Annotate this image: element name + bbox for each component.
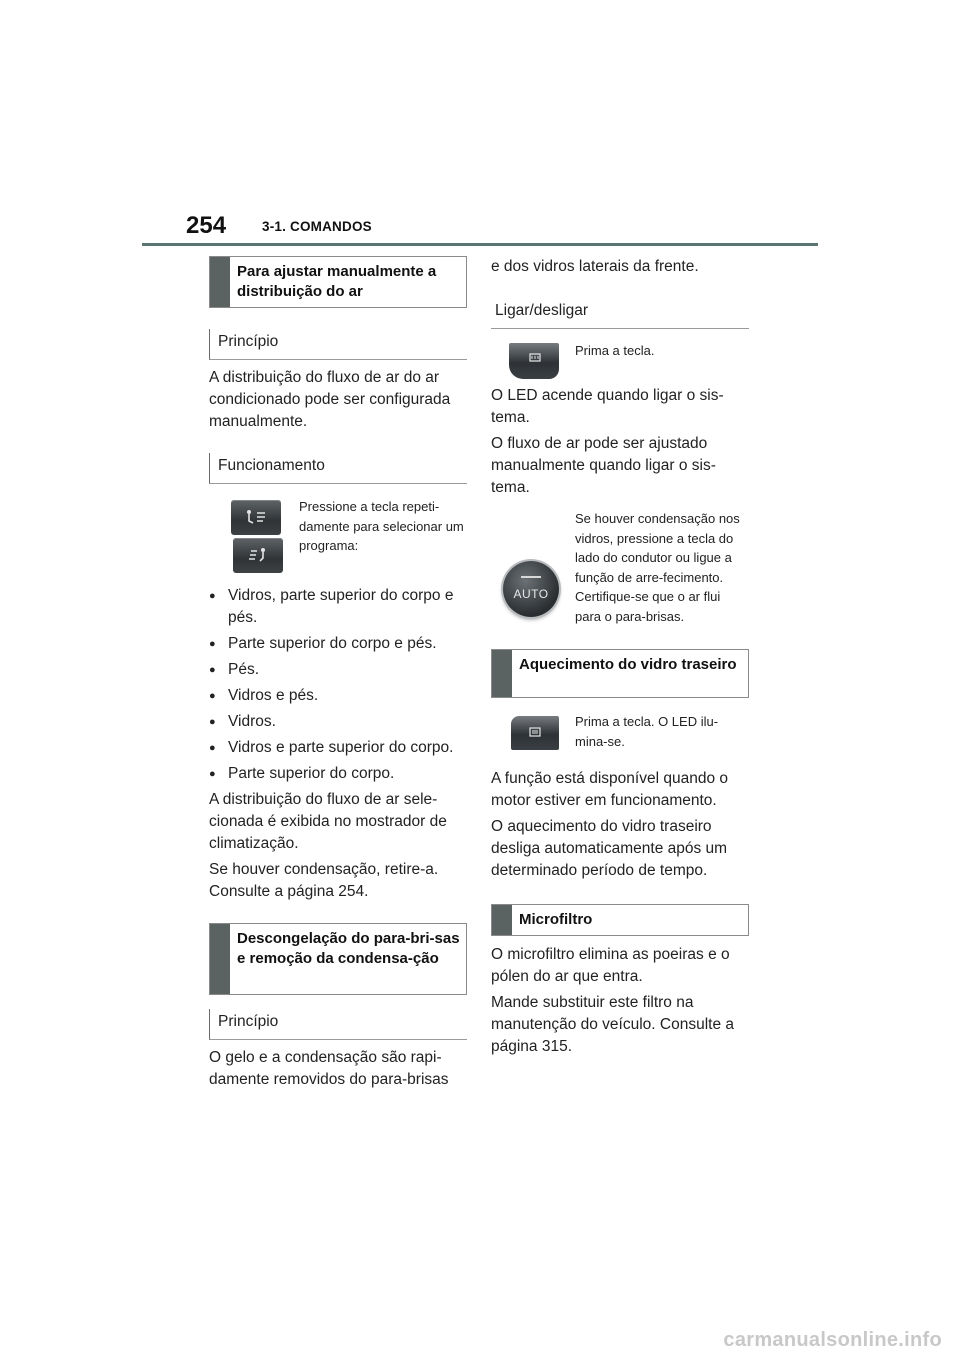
caption: Se houver condensação nos vidros, pressione a tecla do lado do condutor ou ligue a função de arre-fecimento. Certifique-se que o ar flui para o para-brisas. <box>575 511 740 624</box>
heading-text: Descongelação do para-bri-sas e remoção da condensa-ção <box>237 930 460 967</box>
rear-defrost-key-image <box>491 712 575 760</box>
caption: Prima a tecla. O LED ilu-mina-se. <box>575 714 719 749</box>
heading-box-manual-distribution <box>209 256 467 308</box>
list-item: ● Vidros e parte superior do corpo. <box>209 737 467 759</box>
subheading-ligar-desligar: Ligar/desligar <box>491 298 749 329</box>
figure-auto-key <box>491 509 749 639</box>
right-column <box>491 256 749 1058</box>
left-column <box>209 256 467 1091</box>
heading-bar <box>210 257 230 307</box>
paragraph: O aquecimento do vidro traseiro desliga automaticamente após um determinado período de tempo. <box>491 818 728 879</box>
figure-defrost-key <box>491 343 749 383</box>
section-title: 3-1. COMANDOS <box>262 219 372 234</box>
heading-box-microfilter <box>491 904 749 936</box>
heading-bar <box>492 650 512 697</box>
bullet-list <box>209 585 467 785</box>
heading-box-rear-window <box>491 649 749 698</box>
subheading-principio: Princípio <box>209 1009 467 1040</box>
list-item: ● Vidros e pés. <box>209 685 467 707</box>
heading-text: Microfiltro <box>519 911 593 928</box>
led-indicator <box>521 576 541 578</box>
watermark: carmanualsonline.info <box>723 1329 942 1351</box>
paragraph: A função está disponível quando o motor estiver em funcionamento. <box>491 770 728 809</box>
header-rule <box>142 243 818 246</box>
heading-text: Para ajustar manualmente a distribuição do ar <box>237 263 437 300</box>
caption: Pressione a tecla repeti-damente para selecionar um programa: <box>299 499 464 553</box>
auto-label: AUTO <box>513 587 549 601</box>
defrost-icon <box>529 353 541 364</box>
paragraph: O LED acende quando ligar o sis-tema. <box>491 387 724 426</box>
list-item: ● Vidros, parte superior do corpo e pés. <box>209 585 467 629</box>
paragraph: O gelo e a condensação são rapi-damente removidos do para-brisas <box>209 1049 449 1088</box>
subheading-principio: Princípio <box>209 329 467 360</box>
list-item: ● Vidros. <box>209 711 467 733</box>
distribution-lower-key <box>233 538 283 573</box>
figure-distribution-keys <box>209 497 467 577</box>
heading-bar <box>492 905 512 935</box>
list-item: ● Pés. <box>209 659 467 681</box>
defrost-key-image <box>491 343 575 383</box>
subheading-funcionamento: Funcionamento <box>209 453 467 484</box>
heading-text: Aquecimento do vidro traseiro <box>519 656 737 673</box>
rear-defrost-icon <box>529 727 541 737</box>
distribution-keys-image <box>209 497 297 577</box>
page-number: 254 <box>186 212 227 239</box>
paragraph: O fluxo de ar pode ser ajustado manualmente quando ligar o sis-tema. <box>491 435 716 496</box>
paragraph: e dos vidros laterais da frente. <box>491 258 699 275</box>
auto-key-image <box>491 509 575 639</box>
distribution-upper-key <box>231 500 281 535</box>
heading-box-defrost <box>209 923 467 995</box>
paragraph: O microfiltro elimina as poeiras e o pólen do ar que entra. <box>491 946 730 985</box>
air-upper-icon <box>245 509 267 525</box>
figure-rear-defrost-key <box>491 712 749 760</box>
paragraph: A distribuição do fluxo de ar do ar condicionado pode ser configurada manualmente. <box>209 369 451 430</box>
air-lower-icon <box>247 547 269 563</box>
paragraph: Mande substituir este filtro na manutenção do veículo. Consulte a página 315. <box>491 994 734 1055</box>
paragraph: A distribuição do fluxo de ar sele-cionada é exibida no mostrador de climatização. <box>209 791 447 852</box>
heading-bar <box>210 924 230 994</box>
caption: Prima a tecla. <box>575 343 655 358</box>
list-item: ● Parte superior do corpo e pés. <box>209 633 467 655</box>
paragraph: Se houver condensação, retire-a. Consulte a página 254. <box>209 861 439 900</box>
list-item: ● Parte superior do corpo. <box>209 763 467 785</box>
